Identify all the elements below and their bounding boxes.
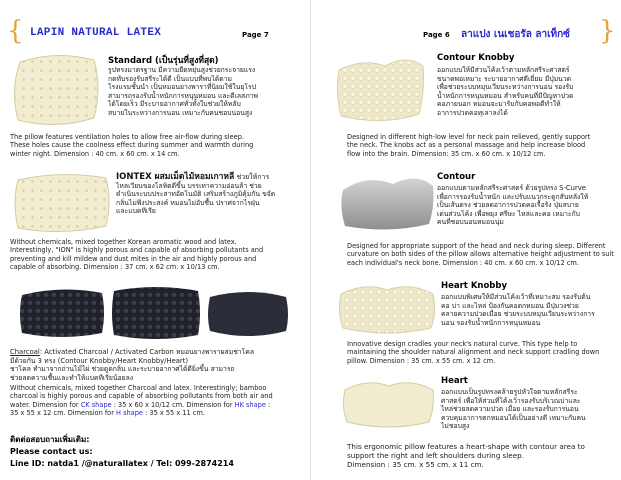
- contour-knobby-pillow-image: [333, 50, 427, 130]
- contour-thai-text: ออกแบบตามหลักสรีระศาสตร์ ด้วยรูปทรง S-Curve เพื่อการรองรับน้ำหนัก และปรับแนวกระดูกสันหลังให้ เป็นเส้นตรง ช่วยลดอาการปวดคอเรื้อรัง ปุ่มสบาย เด่นส่วนโค้ง เพื่อพยุง ศรีษะ ไหล่และคอ เหมาะกับ คนที่ชอบนอนหมอนนุ่ม: [437, 184, 589, 227]
- contact-block: [10, 434, 310, 470]
- heart-knobby-title: Heart Knobby: [441, 281, 508, 291]
- brace-ornament: {: [7, 16, 24, 46]
- thai-brand-title: ลาแปง เนเชอรัล ลาเท็กซ์: [461, 29, 570, 40]
- standard-english-text: The pillow features ventilation holes to allow free air-flow during sleep. These holes cause the coolness effect during summer and warmth during winter night. Dimension : 40 cm. x 60 cm. x 14 cm.: [10, 133, 254, 158]
- contact-line: Line ID: natda1 /@naturallatex / Tel: 099-2874214: [10, 459, 234, 468]
- charcoal-english-text: Without chemicals, mixed together Charcoal and latex. Interestingly; bamboo charcoal is highly porous and capable of absorbing pollutants from both air and water. Dimension for CK shape : 35 x 60 x 10/12 cm. Dimension for HK shape : 35 x 55 x 12 cm. Dimension for H shape : 35 x 55 x 11 cm.: [10, 384, 273, 418]
- contour-pillow-image: [337, 170, 437, 234]
- heart-knobby-english-text: Innovative design cradles your neck's natural curve. This type help to maintaining the shoulder natural alignment and neck support cradling down pillow. Dimension : 35 cm. x 55 cm. x 12 cm.: [347, 340, 600, 365]
- brace-ornament: }: [599, 16, 616, 46]
- iontex-pillow-image: [10, 168, 114, 238]
- contour-title: Contour: [437, 172, 476, 182]
- right-page: [311, 0, 621, 480]
- heart-english-text: This ergonomic pillow features a heart-shape with contour area to support the right and left shoulders during sleep. Dimension : 35 cm. x 55 cm. x 11 cm.: [347, 442, 585, 469]
- page-number: Page 7: [242, 31, 269, 39]
- brand-title: LAPIN NATURAL LATEX: [30, 27, 162, 39]
- contour-knobby-english-text: Designed in different high-low level for neck pain relieved, gently support the neck. The knobs act as a personal massage and help increase blood flow into the brain. Dimension: 35 cm. x 60 cm. x 10/12 cm.: [347, 133, 591, 158]
- heart-knobby-thai-text: ออกแบบพิเศษให้มีส่วนโค้งเว้าที่เหมาะสม รองรับต้น คอ บ่า และไหล่ ป้องกันคอตกหมอน มีปุ่มวงช่วย คลายความปวดเมื่อย ช่วยระบบหมุนเวียนระหว่างการ นอน รองรับน้ำหนักการหนุนหมอน: [441, 293, 595, 327]
- heart-knobby-pillow-image: [335, 280, 439, 340]
- iontex-thai-text: ไหลเวียนของโลหิตดีขึ้น บรรเทาความอ่อนล้า ช่วย ดำเนินระบบประสาทอัตโนมัติ เสริมสร้างภูมิคุ้มกัน ขจัด กลิ่นไม่พึงประสงค์ หมอนไม่อับชื้น ปราศจากไรฝุ่น และแบคทีเรีย: [116, 181, 276, 216]
- contact-thai: ติดต่อสอบถามเพิ่มเติม:: [10, 435, 90, 444]
- left-page: [0, 0, 310, 480]
- charcoal-thai-text: Charcoal: Activated Charcoal / Activated Carbon หมอนยางพาราผสมชาโคล มีด้วยกัน 3 ทรง (Contour Knobby/Heart Knobby/Heart) ชาโคล ทำมาจากถ่านไม้ไผ่ ช่วยดูดกลิ่น และระบายอากาศได้ดียิ่งขึ้น สามารถ ช่วยลดความชื้นและทำให้แบคทีเรียน้อยลง: [10, 348, 254, 382]
- contour-english-text: Designed for appropriate support of the head and neck during sleep. Different curvature on both sides of the pillow allows alternative height adjustment to suit each individual's neck bone. Dimension : 40 cm. x 60 cm. x 10/12 cm.: [347, 242, 614, 267]
- iontex-block: [116, 173, 308, 216]
- heart-thai-text: ออกแบบเป็นรูปทรงคล้ายรูปหัวใจตามหลักสรีระ ศาสตร์ เพื่อให้ส่วนที่โค้งเว้ารองรับบริเวณบ่าและ ไหล่ช่วยลดความปวด เมื่อย และรองรับการนอน ควบคุมอาการตกหมอนได้เป็นอย่างดี เหมาะกับคน ไม่ชอบสูง: [441, 388, 586, 431]
- standard-pillow-image: [10, 48, 102, 132]
- iontex-thai-first: ช่วยให้การ: [236, 173, 270, 181]
- contour-knobby-thai-text: ออกแบบให้มีส่วนโค้งเว้าตามหลักสรีระศาสตร์ ขนาดพอเหมาะ ระบายอากาศดีเยี่ยม มีปุ่มนวด เพื่อช่วยระบบหมุนเวียนระหว่างการนอน รองรับ น้ำหนักการหนุนหมอน สำหรับคนที่มีปัญหาปวด คอภายนอก หมอนจะมารับกับคอพอดีทำให้ อาการปวดคอทุเลาลงได้: [437, 66, 574, 117]
- heart-pillow-image: [339, 376, 437, 432]
- charcoal-pillows-image: [18, 283, 290, 345]
- standard-thai-text: รูปทรงมาตรฐาน มีความยืดหยุ่นสูงช่วยกระจายแรง กดทับรองรับสรีระได้ดี เป็นแบบที่พบได้ตาม โรงแรมชั้นนำ เป็นหมอนยางพาราที่นิยมใช้ในยุโรป สามารถรองรับน้ำหนักการหนุนหมอน และดีเลสภาพ ได้โดยเร็ว มีระบายอากาศทั่วทั้งใบช่วยให้หลับ สบายในระหว่างการนอน เหมาะกับคนชอบนอนสูง: [108, 66, 258, 117]
- contour-knobby-title: Contour Knobby: [437, 53, 515, 63]
- iontex-english-text: Without chemicals, mixed together Korean aromatic wood and latex. Interestingly, "ION" is highly porous and capable of absorbing pollutants and preventing and kill mildew and dust mites in the air and highly porous and capable of absorbing. Dimension : 37 cm. x 62 cm. x 10/13 cm.: [10, 238, 264, 272]
- contact-heading: Please contact us:: [10, 447, 93, 456]
- standard-title: Standard (เป็นรุ่นที่สูงที่สุด): [108, 56, 219, 66]
- heart-title: Heart: [441, 376, 468, 386]
- iontex-title: IONTEX ผสมเม็ดไม้หอมเกาหลี: [116, 172, 235, 182]
- page-number: Page 6: [423, 31, 450, 39]
